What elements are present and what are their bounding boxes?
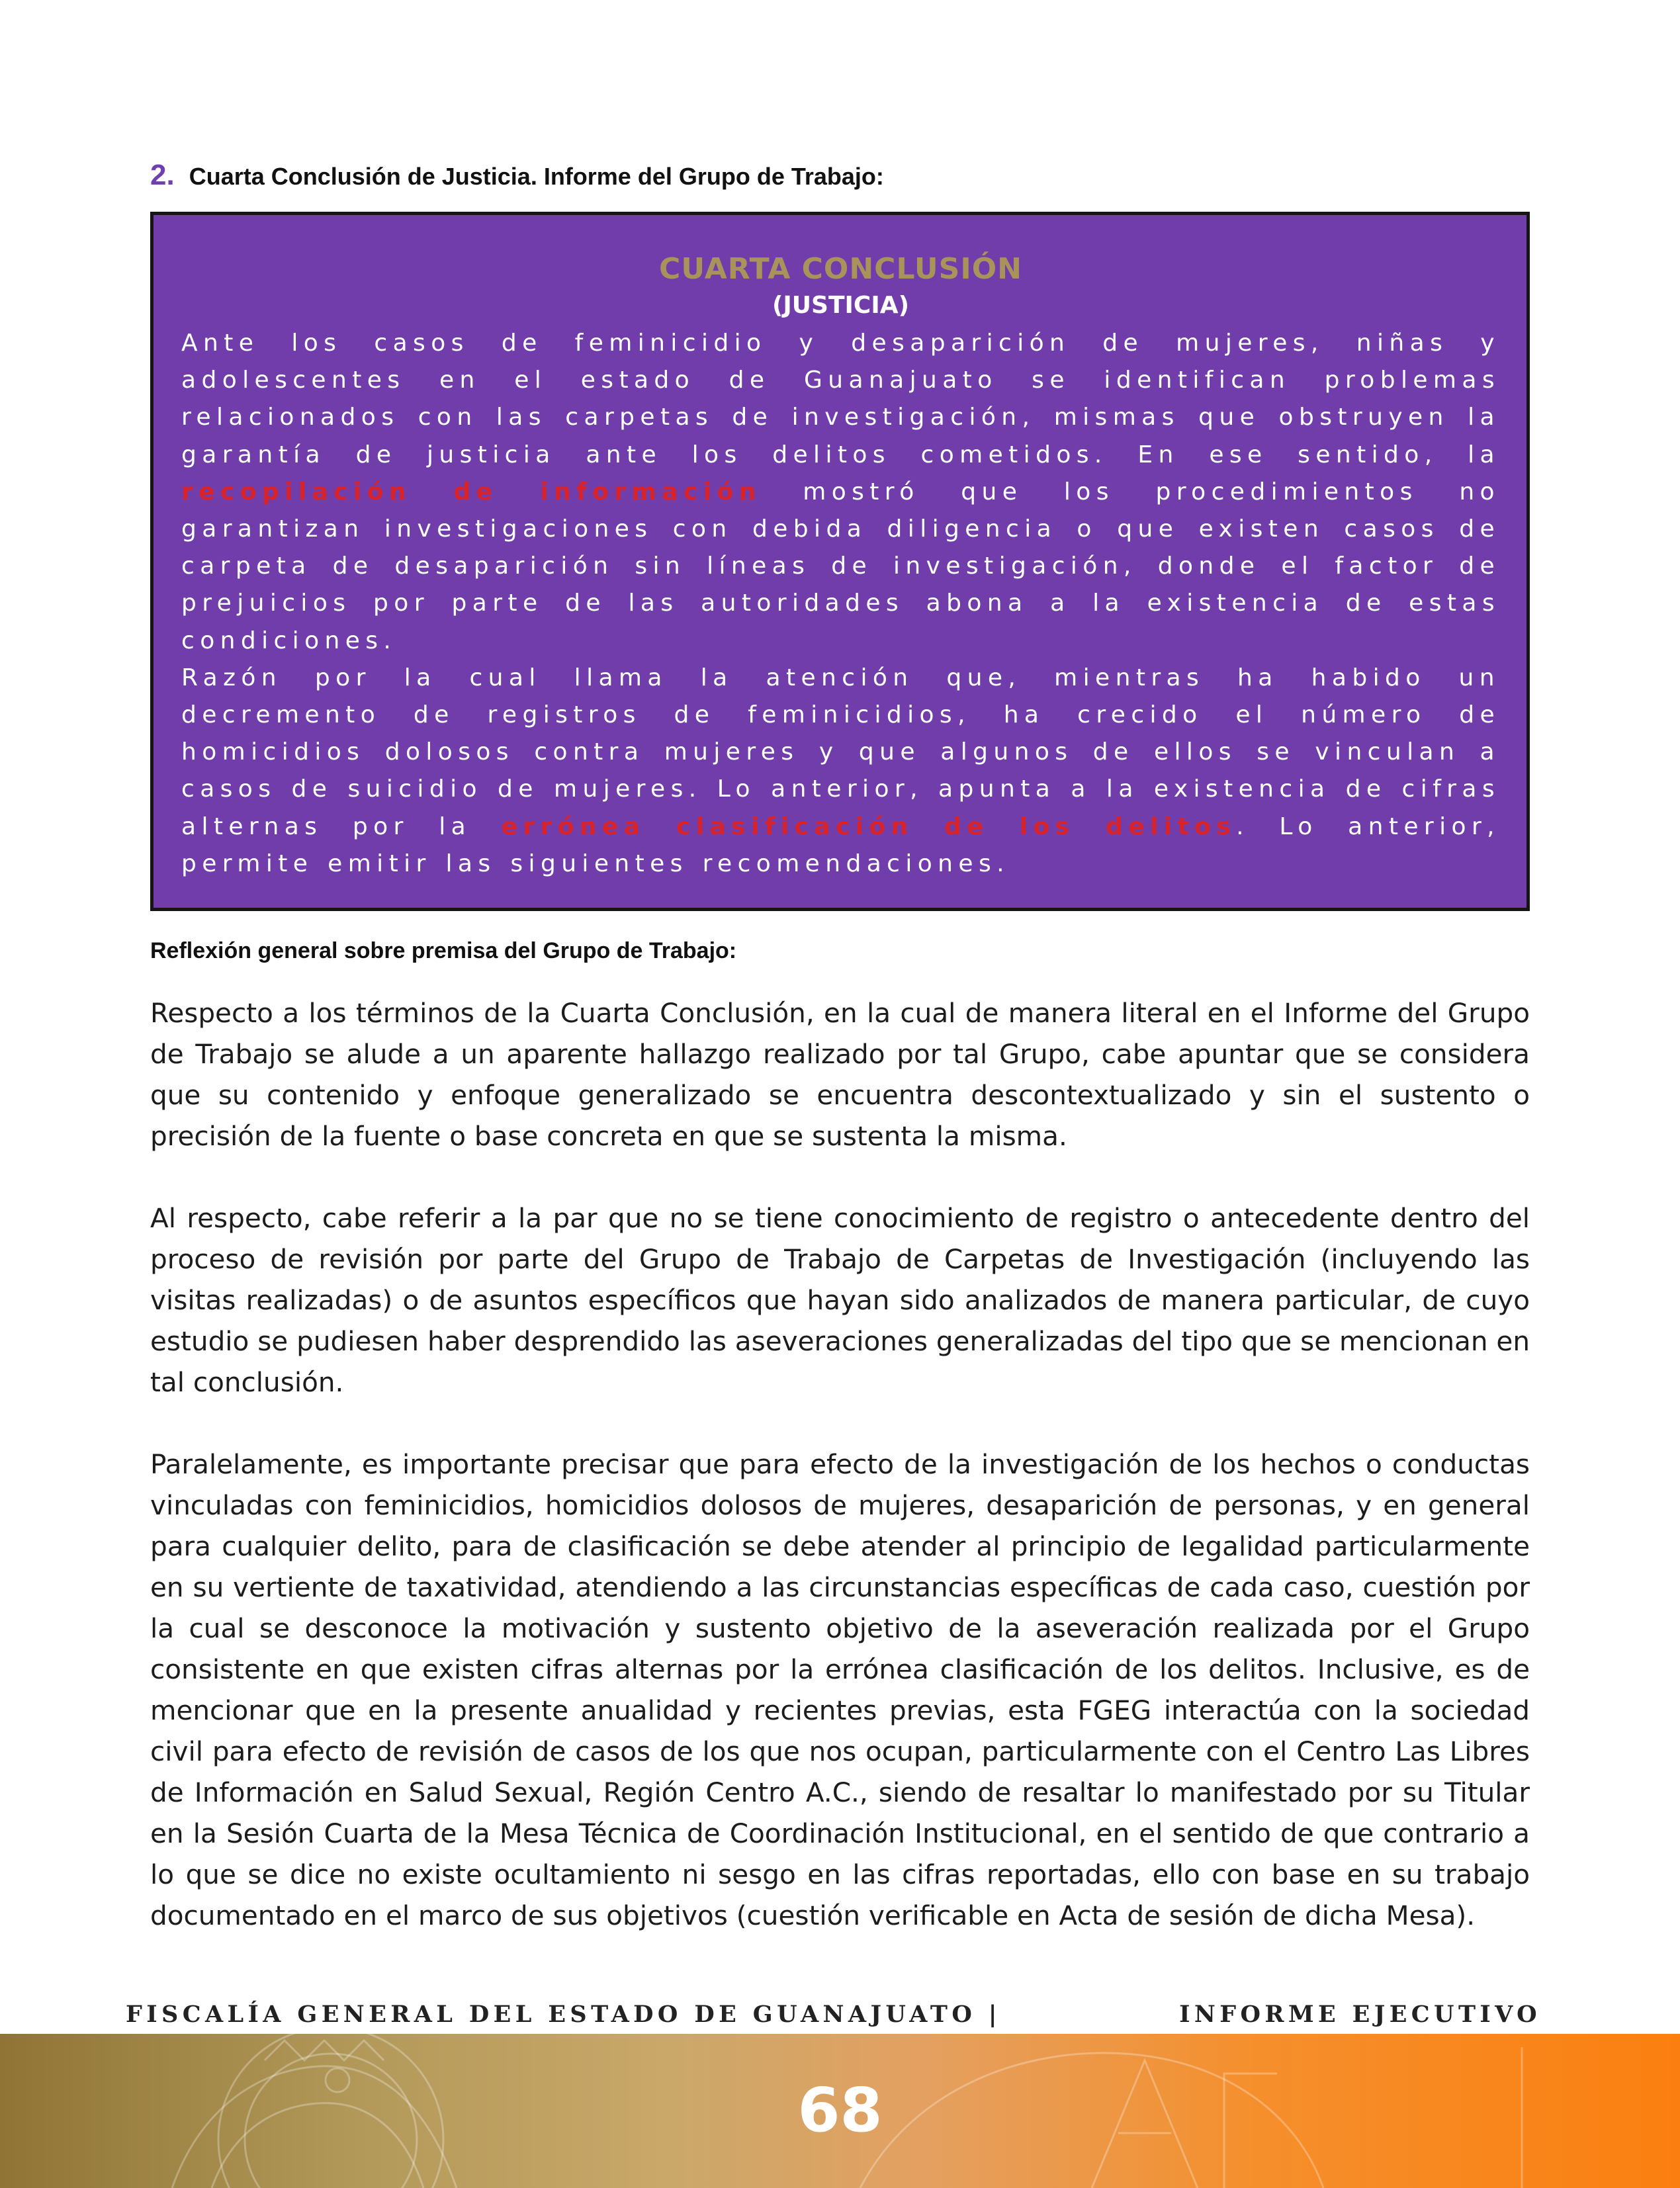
section-title: Cuarta Conclusión de Justicia. Informe del Grupo de Trabajo: (189, 163, 884, 190)
body-paragraph: Al respecto, cabe referir a la par que no se tiene conocimiento de registro o antecedente dentro del proceso de revisión por parte del Grupo de Trabajo de Carpetas de Investigación (incluyendo las visitas realizadas) o de asuntos específicos que hayan sido analizados de manera particular, de cuyo estudio se pudiesen haber desprendido las aseveraciones generalizadas del tipo que se mencionan en tal conclusión. (150, 1202, 1530, 1398)
conclusion-text: . Lo anterior, permite emitir las siguientes recomendaciones. (181, 812, 1500, 877)
footer-report-title: INFORME EJECUTIVO (1179, 2001, 1541, 2028)
footer-institution: FISCALÍA GENERAL DEL ESTADO DE GUANAJUATO | (126, 2001, 1001, 2028)
page-number: 68 (797, 2075, 883, 2146)
reflection-heading: Reflexión general sobre premisa del Grupo de Trabajo: (150, 938, 737, 963)
body-paragraph: Paralelamente, es importante precisar que para efecto de la investigación de los hechos o conductas vinculadas con feminicidios, homicidios dolosos de mujeres, desaparición de personas, y en general para cualquier delito, para de clasificación se debe atender al principio de legalidad particularmente en su vertiente de taxatividad, atendiendo a las circunstancias específicas de cada caso, cuestión por la cual se desconoce la motivación y sustento objetivo de la aseveración realizada por el Grupo consistente en que existen cifras alternas por la errónea clasificación de los delitos. Inclusive, es de mencionar que en la presente anualidad y recientes previas, esta FGEG interactúa con la sociedad civil para efecto de revisión de casos de los que nos ocupan, particularmente con el Centro Las Libres de Información en Salud Sexual, Región Centro A.C., siendo de resaltar lo manifestado por su Titular en la Sesión Cuarta de la Mesa Técnica de Coordinación Institucional, en el sentido de que contrario a lo que se dice no existe ocultamiento ni sesgo en las cifras reportadas, ello con base en su trabajo documentado en el marco de sus objetivos (cuestión verificable en Acta de sesión de dicha Mesa). (150, 1448, 1530, 1931)
body-paragraph: Respecto a los términos de la Cuarta Conclusión, en la cual de manera literal en el Informe del Grupo de Trabajo se alude a un aparente hallazgo realizado por tal Grupo, cabe apuntar que se considera que su contenido y enfoque generalizado se encuentra descontextualizado y sin el sustento o precisión de la fuente o base concreta en que se sustenta la misma. (150, 997, 1530, 1152)
conclusion-text: mostró que los procedimientos no garantizan investigaciones con debida diligencia o que existen casos de carpeta de desaparición sin líneas de investigación, donde el factor de prejuicios por parte de las autoridades abona a la existencia de estas condiciones. (181, 478, 1500, 654)
conclusion-highlight: errónea clasificación de los delitos (501, 812, 1237, 840)
section-number: 2. (150, 159, 175, 191)
reflection-body (150, 992, 1530, 1977)
conclusion-text: Razón por la cual llama la atención que, mientras ha habido un decremento de registros de feminicidios, ha crecido el número de homicidios dolosos contra mujeres y que algunos de ellos se vinculan a casos de suicidio de mujeres. Lo anterior, apunta a la existencia de cifras alternas por la (181, 664, 1500, 840)
conclusion-subtitle: (JUSTICIA) (772, 292, 910, 319)
conclusion-title: CUARTA CONCLUSIÓN (659, 252, 1022, 286)
conclusion-paragraph-1 (181, 325, 1500, 660)
conclusion-text: Ante los casos de feminicidio y desaparición de mujeres, niñas y adolescentes en el estado de Guanajuato se identifican problemas relacionados con las carpetas de investigación, mismas que obstruyen la garantía de justicia ante los delitos cometidos. En ese sentido, la (181, 329, 1500, 468)
conclusion-highlight: recopilación de información (181, 478, 762, 505)
section-heading (150, 159, 1530, 192)
conclusion-box (150, 212, 1530, 911)
conclusion-paragraph-2 (181, 660, 1500, 883)
